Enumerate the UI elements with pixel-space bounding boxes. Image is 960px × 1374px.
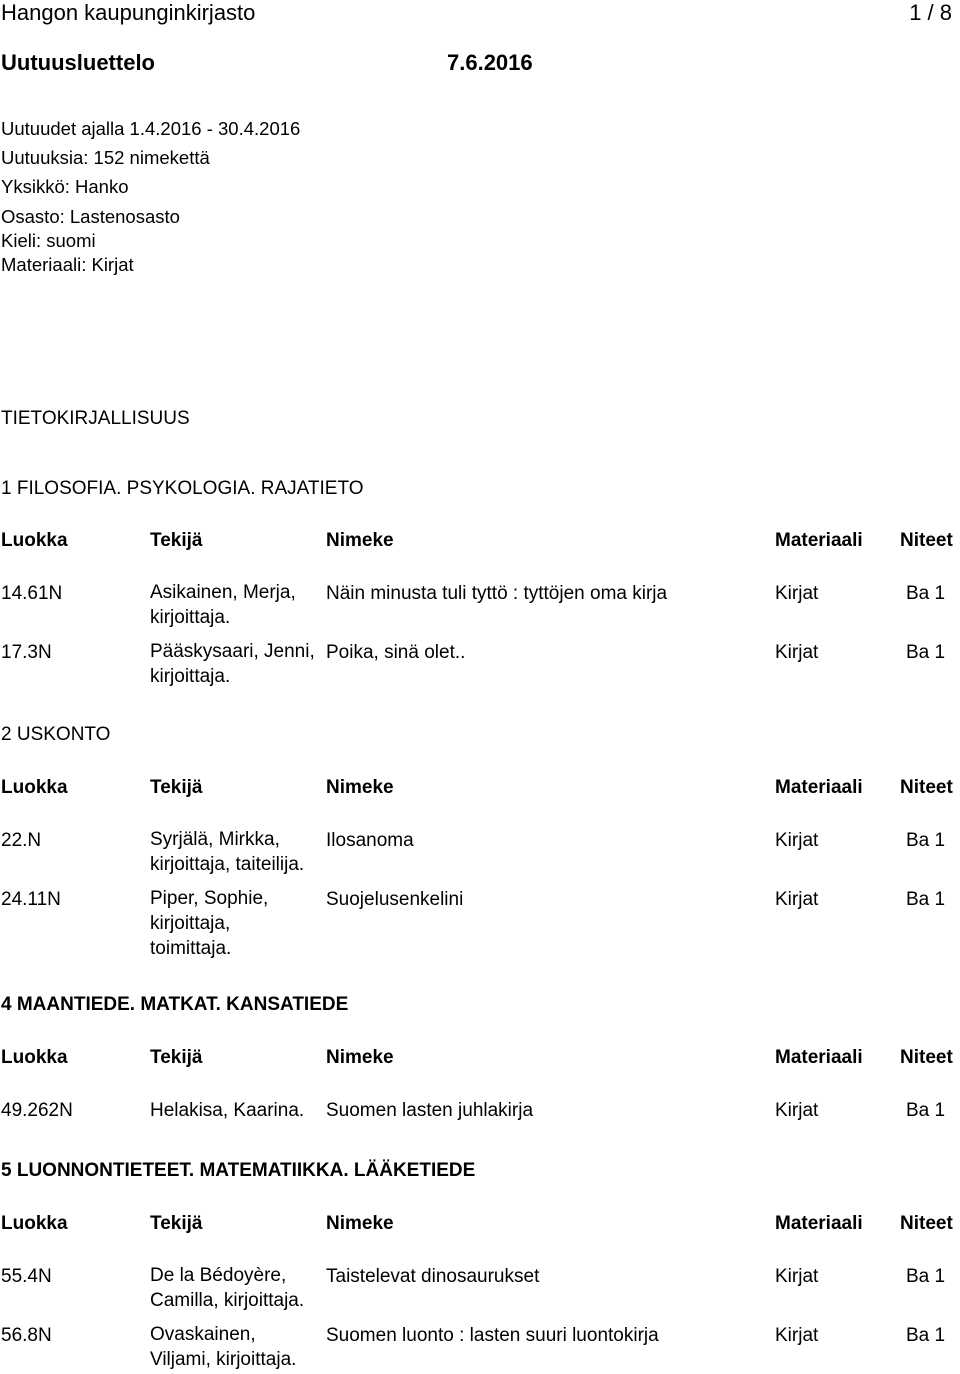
row-author: Piper, Sophie, kirjoittaja, toimittaja. <box>150 888 269 959</box>
meta-unit: Yksikkö: Hanko <box>1 176 129 197</box>
row-author: Helakisa, Kaarina. <box>150 1100 305 1121</box>
column-header-copies: Niteet <box>900 530 953 551</box>
row-copies: Ba 1 <box>906 1266 946 1287</box>
row-title: Taistelevat dinosaurukset <box>326 1266 540 1287</box>
row-title: Suojelusenkelini <box>326 889 464 910</box>
row-material: Kirjat <box>775 830 819 851</box>
meta-department: Osasto: Lastenosasto <box>1 206 180 227</box>
row-copies: Ba 1 <box>906 830 946 851</box>
row-copies: Ba 1 <box>906 889 946 910</box>
meta-period: Uutuudet ajalla 1.4.2016 - 30.4.2016 <box>1 118 301 139</box>
row-material: Kirjat <box>775 583 819 604</box>
row-material: Kirjat <box>775 1100 819 1121</box>
row-class: 14.61N <box>1 583 63 604</box>
section-heading: 2 USKONTO <box>1 724 111 745</box>
row-title: Suomen lasten juhlakirja <box>326 1100 534 1121</box>
section-heading: 1 FILOSOFIA. PSYKOLOGIA. RAJATIETO <box>1 478 364 499</box>
column-header-title: Nimeke <box>326 530 394 551</box>
column-header-author: Tekijä <box>150 1047 203 1068</box>
library-name: Hangon kaupunginkirjasto <box>1 0 256 25</box>
row-author: Asikainen, Merja, kirjoittaja. <box>150 582 296 628</box>
column-header-title: Nimeke <box>326 1213 394 1234</box>
page-title: Uutuusluettelo <box>1 50 155 75</box>
column-header-title: Nimeke <box>326 1047 394 1068</box>
column-header-class: Luokka <box>1 530 68 551</box>
row-material: Kirjat <box>775 642 819 663</box>
column-header-author: Tekijä <box>150 1213 203 1234</box>
column-header-material: Materiaali <box>775 777 863 798</box>
page-number: 1 / 8 <box>909 0 952 25</box>
row-author: Ovaskainen, Viljami, kirjoittaja. <box>150 1324 297 1370</box>
row-class: 49.262N <box>1 1100 73 1121</box>
row-copies: Ba 1 <box>906 1100 946 1121</box>
row-class: 56.8N <box>1 1325 52 1346</box>
row-title: Näin minusta tuli tyttö : tyttöjen oma kirja <box>326 583 668 604</box>
column-header-material: Materiaali <box>775 1047 863 1068</box>
column-header-class: Luokka <box>1 777 68 798</box>
meta-count: Uutuuksia: 152 nimekettä <box>1 147 210 168</box>
page-date: 7.6.2016 <box>447 50 533 75</box>
section-heading: 5 LUONNONTIETEET. MATEMATIIKKA. LÄÄKETIEDE <box>1 1160 476 1181</box>
column-header-material: Materiaali <box>775 530 863 551</box>
row-material: Kirjat <box>775 1266 819 1287</box>
row-author: Syrjälä, Mirkka, kirjoittaja, taiteilija. <box>150 829 305 875</box>
row-copies: Ba 1 <box>906 583 946 604</box>
column-header-material: Materiaali <box>775 1213 863 1234</box>
column-header-author: Tekijä <box>150 530 203 551</box>
column-header-copies: Niteet <box>900 777 953 798</box>
row-copies: Ba 1 <box>906 1325 946 1346</box>
row-copies: Ba 1 <box>906 642 946 663</box>
row-title: Suomen luonto : lasten suuri luontokirja <box>326 1325 659 1346</box>
column-header-copies: Niteet <box>900 1213 953 1234</box>
row-class: 17.3N <box>1 642 52 663</box>
section-heading: 4 MAANTIEDE. MATKAT. KANSATIEDE <box>1 994 349 1015</box>
row-author: Pääskysaari, Jenni, kirjoittaja. <box>150 641 315 687</box>
meta-material: Materiaali: Kirjat <box>1 254 134 275</box>
row-material: Kirjat <box>775 889 819 910</box>
row-author: De la Bédoyère, Camilla, kirjoittaja. <box>150 1265 305 1311</box>
column-header-title: Nimeke <box>326 777 394 798</box>
meta-language: Kieli: suomi <box>1 230 96 251</box>
column-header-class: Luokka <box>1 1047 68 1068</box>
row-title: Poika, sinä olet.. <box>326 642 466 663</box>
row-class: 55.4N <box>1 1266 52 1287</box>
row-material: Kirjat <box>775 1325 819 1346</box>
column-header-copies: Niteet <box>900 1047 953 1068</box>
row-class: 22.N <box>1 830 42 851</box>
column-header-author: Tekijä <box>150 777 203 798</box>
row-class: 24.11N <box>1 889 61 910</box>
column-header-class: Luokka <box>1 1213 68 1234</box>
row-title: Ilosanoma <box>326 830 414 851</box>
category-heading: TIETOKIRJALLISUUS <box>1 408 190 429</box>
